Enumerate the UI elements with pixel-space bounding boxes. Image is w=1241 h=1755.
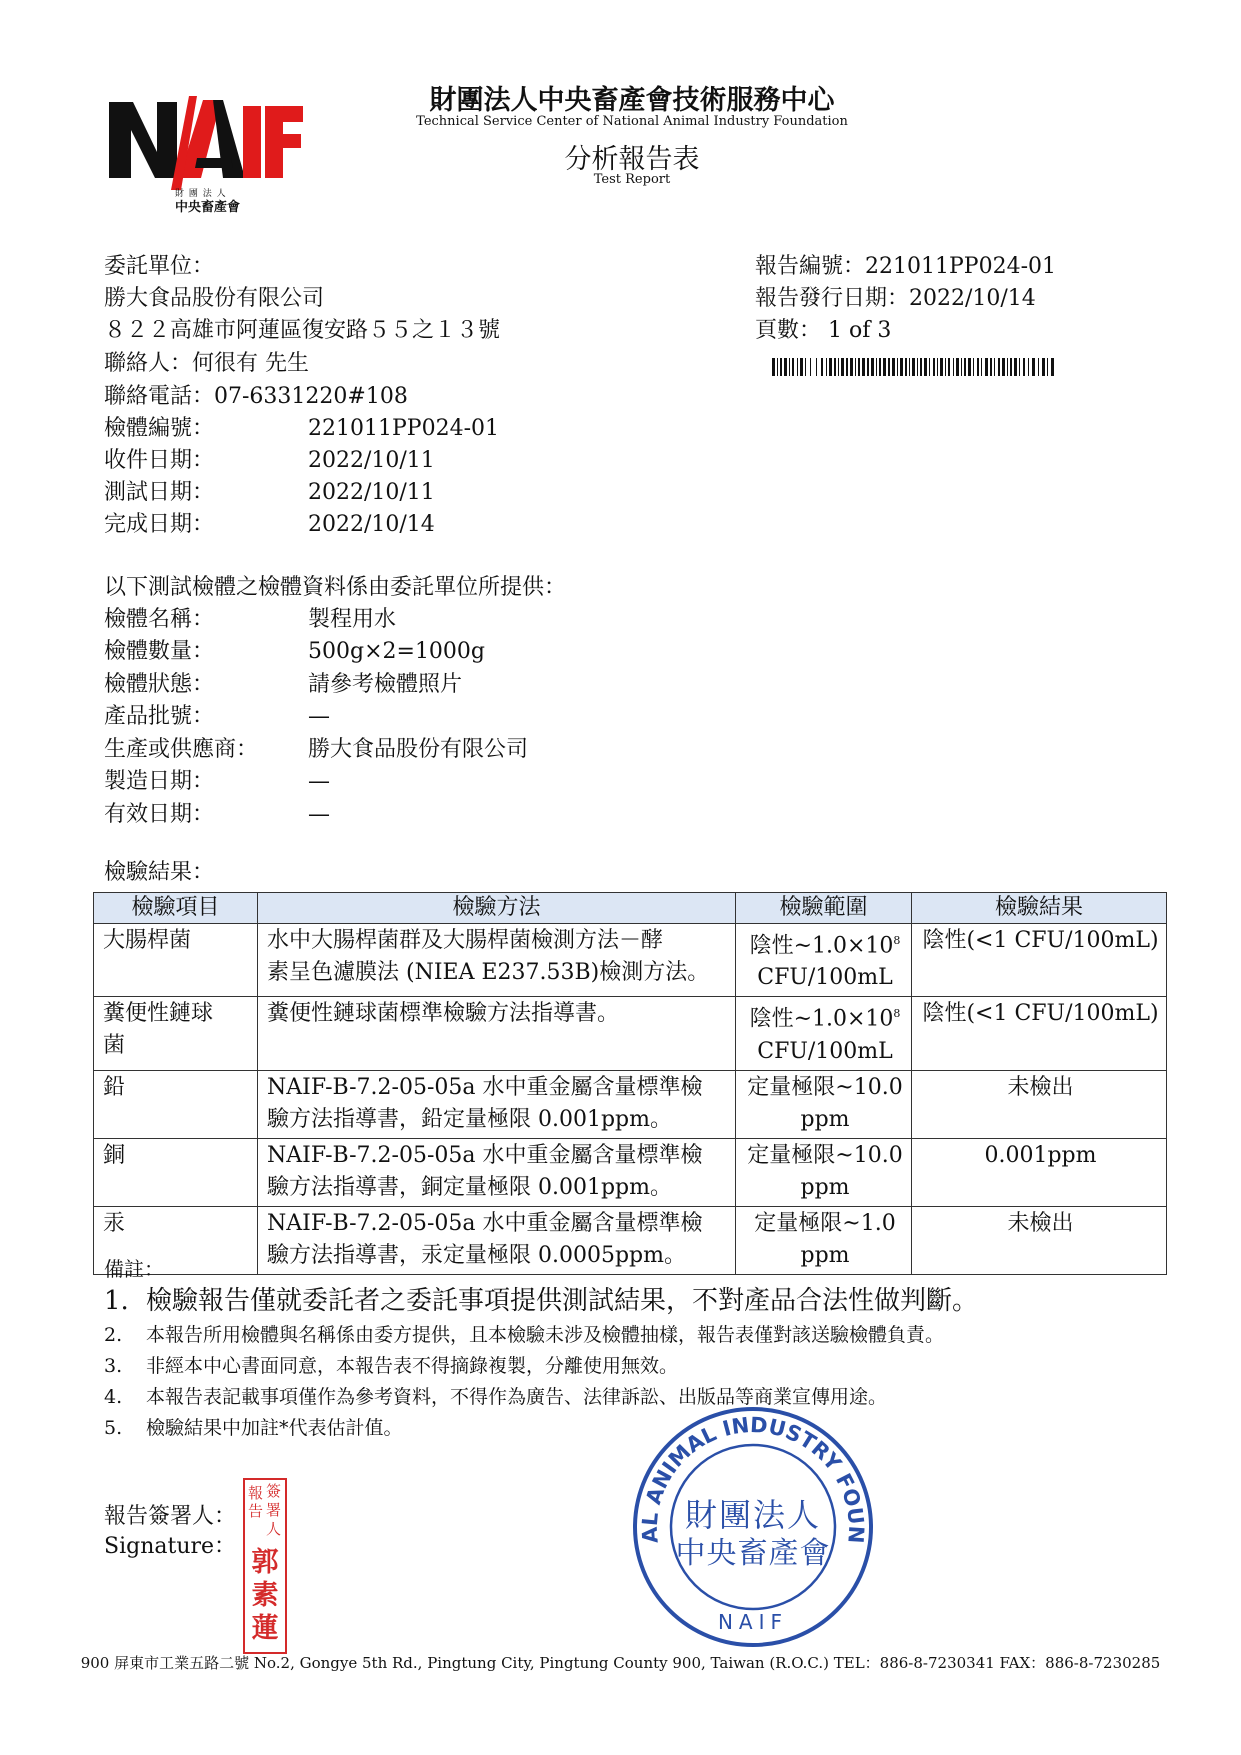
item-text: 糞便性鏈球菌 xyxy=(103,1001,214,1059)
range-exponent: 8 xyxy=(893,934,901,947)
signature-label-en: Signature： xyxy=(104,1534,237,1559)
sample-label: 生產或供應商： xyxy=(104,737,259,762)
sample-value: 請參考檢體照片 xyxy=(308,672,463,697)
table-row xyxy=(94,997,1167,1070)
test-date-value: 2022/10/11 xyxy=(308,480,435,505)
sample-id-value: 221011PP024-01 xyxy=(308,416,500,441)
client-company: 勝大食品股份有限公司 xyxy=(104,286,325,311)
sample-label: 檢體名稱： xyxy=(104,607,215,632)
report-title-zh: 分析報告表 xyxy=(564,144,700,175)
barcode-graphic xyxy=(772,358,1057,376)
cell-method xyxy=(258,1138,736,1206)
stamp-col-right: 簽署人 xyxy=(266,1482,282,1538)
client-phone: 聯絡電話：07-6331220#108 xyxy=(104,384,408,409)
note-text: 非經本中心書面同意，本報告表不得摘錄複製，分離使用無效。 xyxy=(146,1355,679,1377)
sample-value: 製程用水 xyxy=(308,607,397,632)
range-value: 定量極限~10.0 xyxy=(747,1142,903,1168)
range-value: 定量極限~1.0 xyxy=(754,1210,896,1236)
note-text: 本報告所用檢體與名稱係由委方提供，且本檢驗未涉及檢體抽樣，報告表僅對該送驗檢體負責。 xyxy=(146,1324,945,1346)
cell-range xyxy=(736,1206,912,1274)
note-number: 5. xyxy=(104,1417,123,1439)
client-label: 委託單位： xyxy=(104,254,215,279)
method-line: 糞便性鏈球菌標準檢驗方法指導書。 xyxy=(267,1001,620,1027)
range-line xyxy=(745,998,905,1035)
completed-date-value: 2022/10/14 xyxy=(308,512,435,537)
header-method: 檢驗方法 xyxy=(258,893,736,924)
cell-method xyxy=(258,997,736,1070)
client-contact: 聯絡人：何很有 先生 xyxy=(104,351,309,376)
sample-value: 500g×2=1000g xyxy=(308,639,486,664)
sample-label: 檢體狀態： xyxy=(104,672,215,697)
notes-label: 備註： xyxy=(104,1257,164,1281)
note-item xyxy=(104,1322,944,1348)
issue-date: 報告發行日期：2022/10/14 xyxy=(755,286,1036,311)
client-address: ８２２高雄市阿蓮區復安路５５之１３號 xyxy=(104,318,501,343)
results-label: 檢驗結果： xyxy=(104,860,215,885)
note-text: 檢驗報告僅就委託者之委託事項提供測試結果，不對產品合法性做判斷。 xyxy=(146,1286,979,1316)
cell-range xyxy=(736,1138,912,1206)
table-header-row xyxy=(94,893,1167,924)
sample-value: — xyxy=(308,769,330,794)
received-date-label: 收件日期： xyxy=(104,448,215,473)
logo-sub-small: 財 團 法 人 xyxy=(175,189,227,199)
method-line: 驗方法指導書，銅定量極限 0.001ppm。 xyxy=(267,1174,673,1200)
method-line: 水中大腸桿菌群及大腸桿菌檢測方法－酵 xyxy=(267,928,664,953)
cell-item: 大腸桿菌 xyxy=(94,924,258,997)
barcode xyxy=(772,358,1057,376)
org-name-en: Technical Service Center of National Animal Industry Foundation xyxy=(416,114,848,129)
note-number: 3. xyxy=(104,1355,123,1377)
cell-item xyxy=(94,997,258,1070)
seal-line1: 財團法人 xyxy=(684,1496,821,1534)
cell-range xyxy=(736,1070,912,1138)
org-name-zh: 財團法人中央畜產會技術服務中心 xyxy=(429,85,835,116)
method-line: 素呈色濾膜法 (NIEA E237.53B)檢測方法。 xyxy=(267,960,710,985)
footer-address: 900 屏東市工業五路二號 No.2, Gongye 5th Rd., Pingtung City, Pingtung County 900, Taiwan (R.O.C.) TEL：886-8-7230341 FAX：886-8-7230285 xyxy=(80,1654,1161,1672)
sample-label: 製造日期： xyxy=(104,769,215,794)
cell-range xyxy=(736,997,912,1070)
cell-item: 銅 xyxy=(94,1138,258,1206)
report-title-en: Test Report xyxy=(593,172,671,187)
seal-bottom: NAIF xyxy=(717,1610,789,1634)
cell-result: 陰性(<1 CFU/100mL) xyxy=(912,997,1167,1070)
range-exponent: 8 xyxy=(893,1007,901,1021)
table-row xyxy=(94,1206,1167,1274)
note-number: 2. xyxy=(104,1324,123,1346)
range-value: 陰性~1.0×10 xyxy=(749,1006,894,1032)
cell-method xyxy=(258,1206,736,1274)
note-text: 本報告表記載事項僅作為參考資料，不得作為廣告、法律訴訟、出版品等商業宣傳用途。 xyxy=(146,1386,888,1408)
sample-label: 有效日期： xyxy=(104,802,215,827)
page-count: 頁數： 1 of 3 xyxy=(755,318,892,343)
stamp-col-left: 報告 xyxy=(248,1484,264,1520)
range-unit: ppm xyxy=(800,1106,850,1132)
range-value: 定量極限~10.0 xyxy=(747,1074,903,1100)
sample-value: 勝大食品股份有限公司 xyxy=(308,737,529,762)
range-line xyxy=(745,925,905,962)
sample-value: — xyxy=(308,704,330,729)
cell-method xyxy=(258,924,736,997)
note-number: 1. xyxy=(104,1286,129,1316)
note-text: 檢驗結果中加註*代表估計值。 xyxy=(146,1417,403,1439)
sample-intro: 以下測試檢體之檢體資料係由委託單位所提供： xyxy=(104,575,567,600)
method-line: 驗方法指導書，汞定量極限 0.0005ppm。 xyxy=(267,1242,686,1268)
received-date-value: 2022/10/11 xyxy=(308,448,435,473)
range-unit: ppm xyxy=(800,1242,850,1268)
cell-result: 未檢出 xyxy=(912,1070,1167,1138)
seal-line2: 中央畜產會 xyxy=(675,1536,831,1571)
logo-sub: 中央畜產會 xyxy=(175,200,241,215)
seal-ring-text: AL ANIMAL INDUSTRY FOUN xyxy=(637,1412,869,1545)
method-line: 驗方法指導書，鉛定量極限 0.001ppm。 xyxy=(267,1106,673,1132)
naif-logo xyxy=(105,78,305,218)
stamp-name: 郭素蓮 xyxy=(251,1547,279,1644)
completed-date-label: 完成日期： xyxy=(104,512,215,537)
report-number: 報告編號：221011PP024-01 xyxy=(755,254,1057,279)
cell-item: 鉛 xyxy=(94,1070,258,1138)
signature-stamp xyxy=(243,1478,287,1654)
cell-result: 0.001ppm xyxy=(912,1138,1167,1206)
table-row xyxy=(94,1138,1167,1206)
method-line: NAIF-B-7.2-05-05a 水中重金屬含量標準檢 xyxy=(267,1210,703,1236)
header-item: 檢驗項目 xyxy=(94,893,258,924)
sample-value: — xyxy=(308,802,330,827)
range-unit: CFU/100mL xyxy=(757,965,893,991)
method-line: NAIF-B-7.2-05-05a 水中重金屬含量標準檢 xyxy=(267,1074,703,1100)
signature-label-zh: 報告簽署人： xyxy=(104,1504,237,1529)
table-row xyxy=(94,924,1167,997)
note-item xyxy=(104,1415,403,1441)
cell-result: 未檢出 xyxy=(912,1206,1167,1274)
cell-result: 陰性(<1 CFU/100mL) xyxy=(912,924,1167,997)
cell-range xyxy=(736,924,912,997)
test-date-label: 測試日期： xyxy=(104,480,215,505)
range-unit: ppm xyxy=(800,1174,850,1200)
sample-label: 檢體數量： xyxy=(104,639,215,664)
results-table xyxy=(93,892,1167,1275)
note-item xyxy=(104,1284,978,1318)
header-range: 檢驗範圍 xyxy=(736,893,912,924)
range-unit: CFU/100mL xyxy=(757,1038,893,1064)
note-item xyxy=(104,1353,678,1379)
table-row xyxy=(94,1070,1167,1138)
method-line: NAIF-B-7.2-05-05a 水中重金屬含量標準檢 xyxy=(267,1142,703,1168)
range-value: 陰性~1.0×10 xyxy=(749,933,894,959)
header-result: 檢驗結果 xyxy=(912,893,1167,924)
cell-method xyxy=(258,1070,736,1138)
note-number: 4. xyxy=(104,1386,123,1408)
cell-item: 汞 xyxy=(94,1206,258,1274)
naif-seal xyxy=(628,1402,878,1652)
sample-label: 產品批號： xyxy=(104,704,215,729)
sample-id-label: 檢體編號： xyxy=(104,416,215,441)
